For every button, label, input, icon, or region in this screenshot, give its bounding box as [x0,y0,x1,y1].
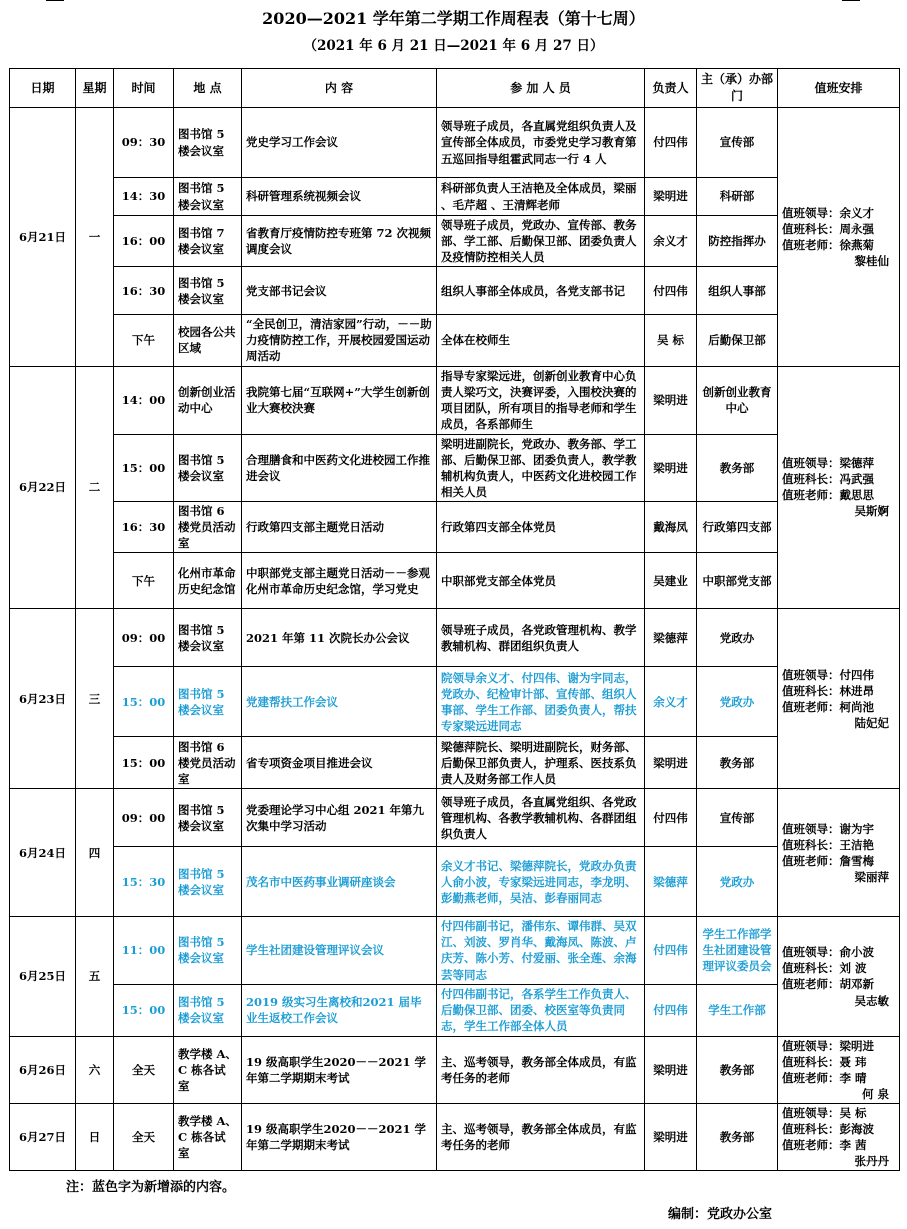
attendees-cell: 组织人事部全体成员，各党支部书记 [437,267,645,315]
department-cell: 创新创业教育中心 [697,366,778,434]
leader-cell: 梁德萍 [645,609,697,667]
content-cell: 学生社团建设管理评议会议 [242,917,437,984]
duty-line: 值班科长：彭海波 [782,1122,874,1137]
leader-cell: 余义才 [645,667,697,737]
attendees-cell: 领导班子成员，党政办、宣传部、教务部、学工部、后勤保卫部、团委负责人及疫情防控相关人员 [437,216,645,267]
duty-line: 值班科长：聂 玮 [782,1054,867,1069]
table-row [10,917,900,984]
date-cell: 6月23日 [10,609,76,789]
column-header: 主（承）办部 门 [697,69,778,108]
table-row [10,609,900,667]
place-cell: 化州市革命历史纪念馆 [174,553,242,609]
department-cell: 宣传部 [697,108,778,178]
duty-cell [778,917,900,1036]
department-cell: 党政办 [697,667,778,737]
table-body [10,108,900,1171]
department-cell: 中职部党支部 [697,553,778,609]
table-row [10,178,900,216]
content-cell: 中职部党支部主题党日活动－－参观化州市革命历史纪念馆，学习党史 [242,553,437,609]
place-cell: 图书馆 5 楼会议室 [174,108,242,178]
leader-cell: 付四伟 [645,984,697,1036]
leader-cell: 吴建业 [645,553,697,609]
department-cell: 教务部 [697,737,778,789]
weekday-cell: 五 [76,917,114,1036]
table-row [10,1103,900,1170]
leader-cell: 梁明进 [645,737,697,789]
top-edge-mark [46,0,64,2]
department-cell: 教务部 [697,1036,778,1103]
content-cell: 党委理论学习中心组 2021 年第九次集中学习活动 [242,789,437,847]
place-cell: 图书馆 5 楼会议室 [174,609,242,667]
table-row [10,1036,900,1103]
top-edge-mark [842,0,860,2]
duty-line: 值班领导：余义才 [782,205,874,220]
attendees-cell: 主、巡考领导，教务部全体成员，有监考任务的老师 [437,1103,645,1170]
attendees-cell: 梁德萍院长、梁明进副院长，财务部、后勤保卫部负责人，护理系、医技系负责人及财务部工作人员 [437,737,645,789]
place-cell: 图书馆 5 楼会议室 [174,917,242,984]
table-row [10,789,900,847]
place-cell: 图书馆 7 楼会议室 [174,216,242,267]
table-row [10,267,900,315]
place-cell: 校园各公共区域 [174,315,242,366]
duty-line: 值班老师：戴思思 [782,488,874,503]
weekday-cell: 日 [76,1103,114,1170]
duty-line: 吴斯婀 [854,504,889,519]
content-cell: 2021 年第 11 次院长办公会议 [242,609,437,667]
content-cell: 科研管理系统视频会议 [242,178,437,216]
leader-cell: 梁明进 [645,1036,697,1103]
place-cell: 图书馆 5 楼会议室 [174,178,242,216]
content-cell: 2019 级实习生离校和2021 届毕业生返校工作会议 [242,984,437,1036]
duty-line: 值班领导：俞小波 [782,945,874,960]
table-row [10,108,900,178]
column-header: 星期 [76,69,114,108]
content-cell: 党支部书记会议 [242,267,437,315]
time-cell: 09：30 [114,108,174,178]
duty-line: 值班老师：詹雪梅 [782,853,874,868]
department-cell: 教务部 [697,1103,778,1170]
table-row [10,847,900,917]
department-cell: 行政第四支部 [697,501,778,552]
time-cell: 16：30 [114,501,174,552]
leader-cell: 付四伟 [645,789,697,847]
place-cell: 教学楼 A、C 栋各试室 [174,1036,242,1103]
time-cell: 09：00 [114,609,174,667]
attendees-cell: 付四伟副书记，潘伟东、谭伟群、吴双江、刘波、罗肖华、戴海凤、陈波、卢庆芳、陈小芳、付爱丽、张全莲、余海芸等同志 [437,917,645,984]
column-header: 日期 [10,69,76,108]
leader-cell: 付四伟 [645,108,697,178]
duty-line: 值班老师：李 晴 [782,1070,867,1085]
duty-line: 值班老师：胡邓新 [782,977,874,992]
attendees-cell: 梁明进副院长，党政办、教务部、学工部、后勤保卫部、团委负责人，教学教辅机构负责人，中医药文化进校园工作相关人员 [437,434,645,501]
duty-line: 值班科长：刘 波 [782,961,867,976]
schedule-table [9,68,900,1171]
duty-cell [778,609,900,789]
department-cell: 党政办 [697,847,778,917]
place-cell: 图书馆 5 楼会议室 [174,267,242,315]
weekday-cell: 三 [76,609,114,789]
time-cell: 下午 [114,553,174,609]
duty-cell [778,1036,900,1103]
time-cell: 全天 [114,1036,174,1103]
time-cell: 15：30 [114,847,174,917]
duty-line: 值班科长：王洁艳 [782,837,874,852]
leader-cell: 戴海凤 [645,501,697,552]
time-cell: 16：30 [114,267,174,315]
duty-line: 陆妃妃 [854,715,889,730]
duty-line: 值班科长：周永强 [782,221,874,236]
page-title: 2020—2021 学年第二学期工作周程表（第十七周） [262,9,645,28]
table-row [10,501,900,552]
duty-line: 值班老师：柯尚池 [782,699,874,714]
place-cell: 图书馆 6 楼党员活动室 [174,501,242,552]
duty-line: 张丹丹 [854,1154,889,1169]
column-header: 负责人 [645,69,697,108]
table-row [10,216,900,267]
attendees-cell: 领导班子成员，各党政管理机构、教学教辅机构、群团组织负责人 [437,609,645,667]
content-cell: 我院第七届“互联网+”大学生创新创业大赛校決赛 [242,366,437,434]
time-cell: 14：30 [114,178,174,216]
duty-line: 吴志敏 [854,993,889,1008]
content-cell: 省专项资金项目推进会议 [242,737,437,789]
department-cell: 学生工作部学生社团建设管理评议委员会 [697,917,778,984]
department-cell: 后勤保卫部 [697,315,778,366]
attendees-cell: 全体在校师生 [437,315,645,366]
table-row [10,737,900,789]
leader-cell: 梁明进 [645,366,697,434]
content-cell: 19 级高职学生2020－－2021 学年第二学期期末考试 [242,1036,437,1103]
content-cell: 行政第四支部主题党日活动 [242,501,437,552]
table-row [10,434,900,501]
leader-cell: 梁明进 [645,434,697,501]
place-cell: 创新创业活动中心 [174,366,242,434]
duty-line: 何 泉 [861,1086,889,1101]
date-cell: 6月27日 [10,1103,76,1170]
time-cell: 15：00 [114,434,174,501]
place-cell: 图书馆 5 楼会议室 [174,984,242,1036]
footnote: 注：蓝色字为新增添的内容。 [66,1180,236,1195]
place-cell: 教学楼 A、C 栋各试室 [174,1103,242,1170]
column-header: 值班安排 [778,69,900,108]
table-header-row [10,69,900,108]
duty-line: 值班领导：付四伟 [782,667,874,682]
weekday-cell: 六 [76,1036,114,1103]
department-cell: 教务部 [697,434,778,501]
attendees-cell: 指导专家梁远进，创新创业教育中心负责人梁巧文，決赛评委，入围校決赛的项目团队，所有项目的指导老师和学生成员，各系部师生 [437,366,645,434]
table-row [10,366,900,434]
place-cell: 图书馆 5 楼会议室 [174,847,242,917]
attendees-cell: 领导班子成员，各直属党组织、各党政管理机构、各教学教辅机构、各群团组织负责人 [437,789,645,847]
attendees-cell: 中职部党支部全体党员 [437,553,645,609]
department-cell: 科研部 [697,178,778,216]
duty-line: 值班科长：林进昂 [782,683,874,698]
content-cell: 茂名市中医药事业调研座谈会 [242,847,437,917]
content-cell: 党建帮扶工作会议 [242,667,437,737]
duty-line: 黎桂仙 [854,253,889,268]
column-header: 内 容 [242,69,437,108]
duty-cell [778,789,900,917]
place-cell: 图书馆 5 楼会议室 [174,667,242,737]
time-cell: 15：00 [114,984,174,1036]
time-cell: 11：00 [114,917,174,984]
attendees-cell: 科研部负责人王洁艳及全体成员，梁丽 、毛芹超 、王清辉老师 [437,178,645,216]
duty-line: 值班领导：梁明进 [782,1038,874,1053]
leader-cell: 付四伟 [645,917,697,984]
attendees-cell: 余义才书记、梁德萍院长，党政办负责人俞小波，专家梁远进同志，李龙明、彭勤燕老师，吴洁、彭春丽同志 [437,847,645,917]
weekday-cell: 二 [76,366,114,609]
duty-line: 值班领导：吴 标 [782,1105,867,1120]
page-subtitle: （2021 年 6 月 21 日—2021 年 6 月 27 日） [303,38,604,54]
editor-credit: 编制：党政办公室 [668,1207,773,1222]
department-cell: 组织人事部 [697,267,778,315]
date-cell: 6月24日 [10,789,76,917]
leader-cell: 梁明进 [645,178,697,216]
duty-cell [778,1103,900,1170]
place-cell: 图书馆 5 楼会议室 [174,434,242,501]
department-cell: 宣传部 [697,789,778,847]
table-row [10,315,900,366]
date-cell: 6月25日 [10,917,76,1036]
weekday-cell: 四 [76,789,114,917]
table-row [10,553,900,609]
attendees-cell: 主、巡考领导，教务部全体成员，有监考任务的老师 [437,1036,645,1103]
time-cell: 15：00 [114,737,174,789]
content-cell: 19 级高职学生2020－－2021 学年第二学期期末考试 [242,1103,437,1170]
date-cell: 6月21日 [10,108,76,367]
attendees-cell: 院领导余义才、付四伟、谢为宇同志，党政办、纪检审计部、宣传部、组织人事部、学生工作部、团委负责人，帮扶专家梁远进同志 [437,667,645,737]
duty-line: 值班老师：李 茜 [782,1138,867,1153]
duty-cell [778,108,900,367]
attendees-cell: 付四伟副书记，各系学生工作负责人、后勤保卫部、团委、校医室等负责同志，学生工作部全体人员 [437,984,645,1036]
date-cell: 6月22日 [10,366,76,609]
duty-line: 值班科长：冯武强 [782,472,874,487]
column-header: 参 加 人 员 [437,69,645,108]
place-cell: 图书馆 6 楼党员活动室 [174,737,242,789]
time-cell: 14：00 [114,366,174,434]
time-cell: 全天 [114,1103,174,1170]
attendees-cell: 行政第四支部全体党员 [437,501,645,552]
time-cell: 下午 [114,315,174,366]
duty-line: 梁丽萍 [854,869,889,884]
place-cell: 图书馆 5 楼会议室 [174,789,242,847]
leader-cell: 吴 标 [645,315,697,366]
department-cell: 党政办 [697,609,778,667]
column-header: 时间 [114,69,174,108]
leader-cell: 余义才 [645,216,697,267]
department-cell: 防控指挥办 [697,216,778,267]
content-cell: 合理膳食和中医药文化进校园工作推进会议 [242,434,437,501]
time-cell: 15：00 [114,667,174,737]
content-cell: 省教育厅疫情防控专班第 72 次视频调度会议 [242,216,437,267]
duty-line: 值班老师：徐燕菊 [782,237,874,252]
duty-line: 值班领导：谢为宇 [782,821,874,836]
content-cell: 党史学习工作会议 [242,108,437,178]
table-row [10,984,900,1036]
leader-cell: 梁德萍 [645,847,697,917]
column-header: 地 点 [174,69,242,108]
table-row [10,667,900,737]
leader-cell: 梁明进 [645,1103,697,1170]
duty-line: 值班领导：梁德萍 [782,456,874,471]
content-cell: “全民创卫，清洁家园”行动，－－助力疫情防控工作，开展校园爱国运动周活动 [242,315,437,366]
attendees-cell: 领导班子成员，各直属党组织负责人及宣传部全体成员，市委党史学习教育第五巡回指导组霍武同志一行 4 人 [437,108,645,178]
duty-cell [778,366,900,609]
time-cell: 16：00 [114,216,174,267]
leader-cell: 付四伟 [645,267,697,315]
department-cell: 学生工作部 [697,984,778,1036]
date-cell: 6月26日 [10,1036,76,1103]
time-cell: 09：00 [114,789,174,847]
weekday-cell: 一 [76,108,114,367]
